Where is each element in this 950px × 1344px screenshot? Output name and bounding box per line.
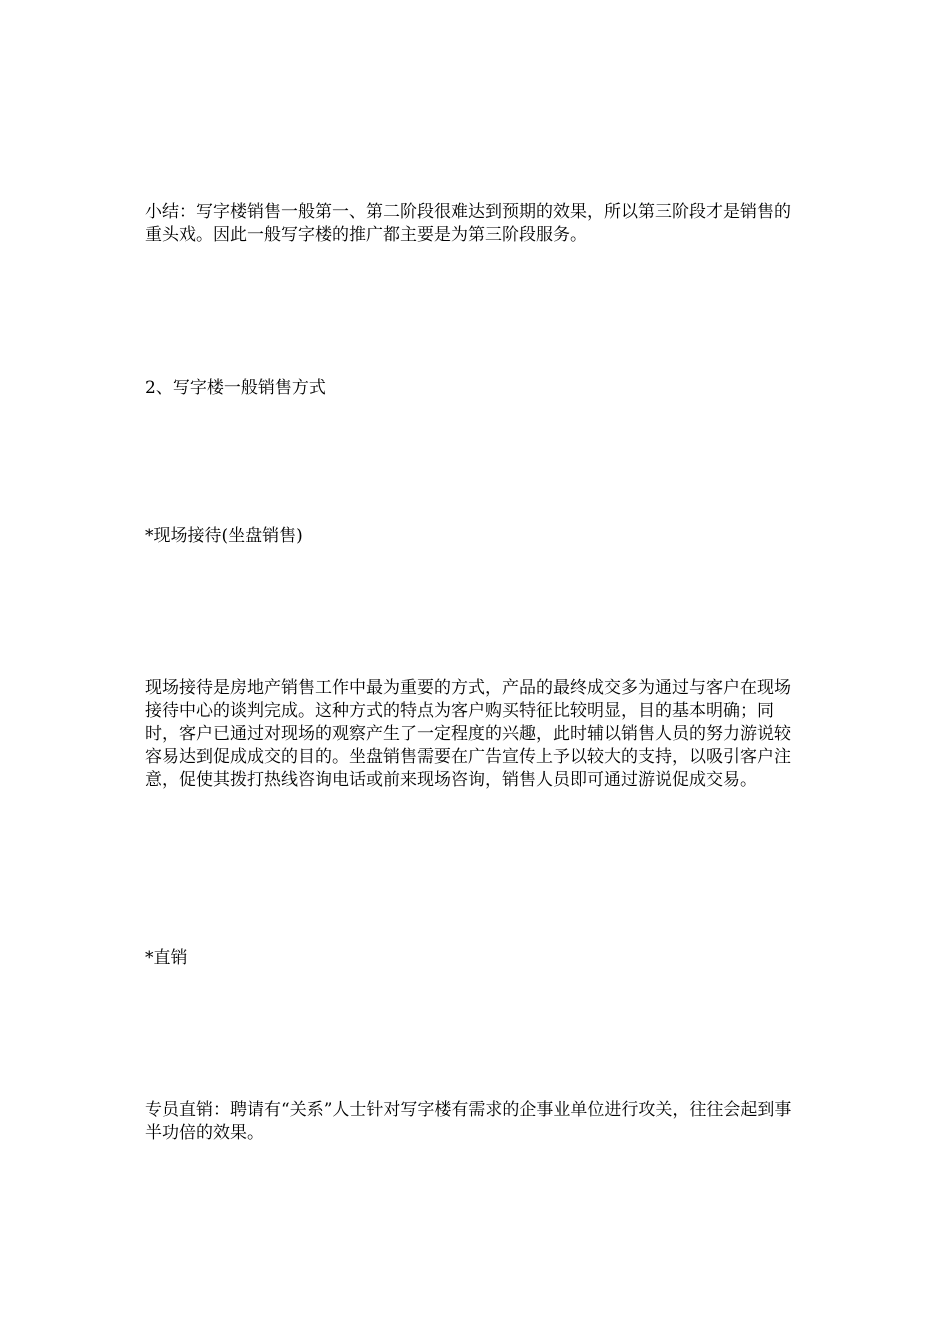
summary-paragraph: 小结：写字楼销售一般第一、第二阶段很难达到预期的效果，所以第三阶段才是销售的重头戏。因此一般写字楼的推广都主要是为第三阶段服务。 <box>145 202 791 245</box>
subheading-onsite-reception: *现场接待(坐盘销售) <box>145 526 303 546</box>
direct-sales-paragraph: 专员直销：聘请有“关系”人士针对写字楼有需求的企事业单位进行攻关，往往会起到事半功倍的效果。 <box>145 1100 792 1143</box>
onsite-reception-paragraph: 现场接待是房地产销售工作中最为重要的方式，产品的最终成交多为通过与客户在现场接待中心的谈判完成。这种方式的特点为客户购买特征比较明显，目的基本明确；同时，客户已通过对现场的观察产生了一定程度的兴趣，此时辅以销售人员的努力游说较容易达到促成成交的目的。坐盘销售需要在广告宣传上予以较大的支持，以吸引客户注意，促使其拨打热线咨询电话或前来现场咨询，销售人员即可通过游说促成交易。 <box>145 678 791 790</box>
section-heading-sales-methods: 2、写字楼一般销售方式 <box>145 378 326 398</box>
subheading-direct-sales: *直销 <box>145 948 188 968</box>
